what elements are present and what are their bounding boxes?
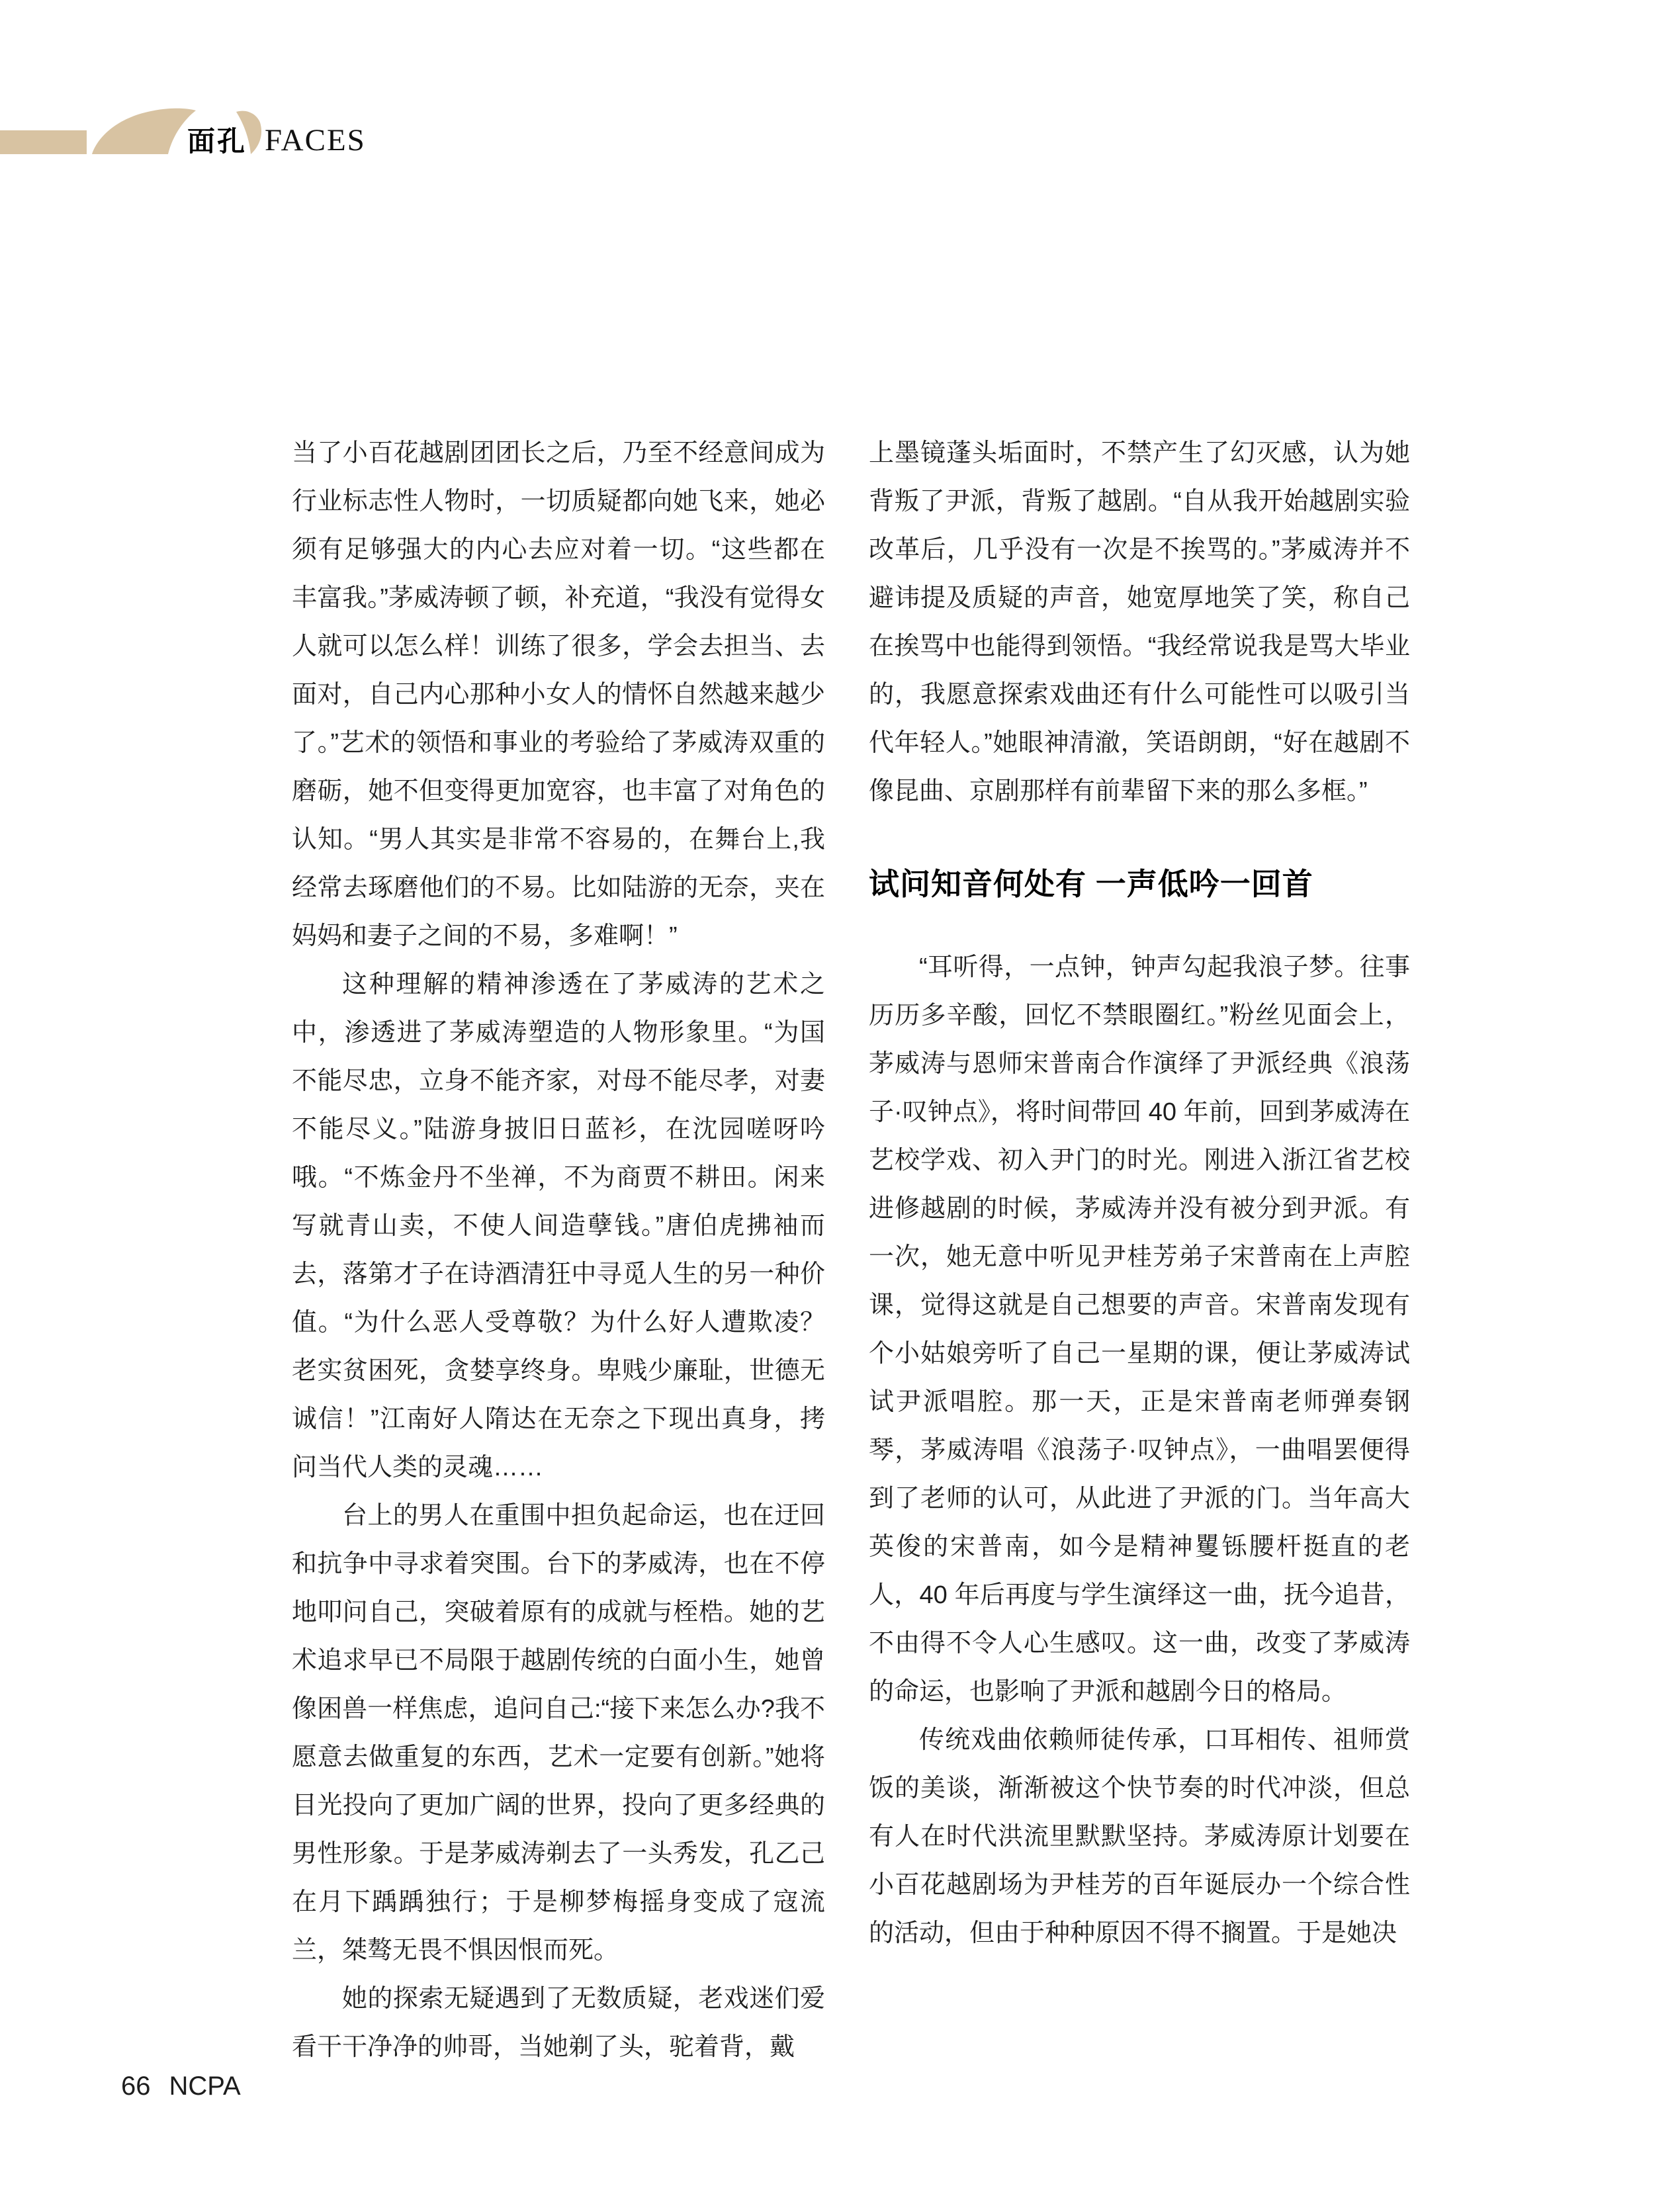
section-heading: 试问知音何处有 一声低吟一回首 bbox=[869, 867, 1313, 901]
magazine-name: NCPA bbox=[169, 2072, 241, 2101]
body-paragraph: 这种理解的精神渗透在了茅威涛的艺术之中，渗透进了茅威涛塑造的人物形象里。“为国不能尽忠，立身不能齐家，对母不能尽孝，对妻不能尽义。”陆游身披旧日蓝衫，在沈园嗟呀吟哦。“不炼金丹不坐禅，不为商贾不耕田。闲来写就青山卖，不使人间造孽钱。”唐伯虎拂袖而去，落第才子在诗酒清狂中寻觅人生的另一种价值。“为什么恶人受尊敬？为什么好人遭欺凌？老实贫困死，贪婪享终身。卑贱少廉耻，世德无诚信！”江南好人隋达在无奈之下现出真身，拷问当代人类的灵魂…… bbox=[292, 971, 825, 1481]
left-column bbox=[292, 429, 825, 2072]
section-title-english: FACES bbox=[265, 123, 366, 157]
header-leaf-swoosh-icon bbox=[92, 109, 196, 154]
body-paragraph: 当了小百花越剧团团长之后，乃至不经意间成为行业标志性人物时，一切质疑都向她飞来，她必须有足够强大的内心去应对着一切。“这些都在丰富我。”茅威涛顿了顿，补充道，“我没有觉得女人就可以怎么样！训练了很多，学会去担当、去面对，自己内心那种小女人的情怀自然越来越少了。”艺术的领悟和事业的考验给了茅威涛双重的磨砺，她不但变得更加宽容，也丰富了对角色的认知。“男人其实是非常不容易的，在舞台上,我经常去琢磨他们的不易。比如陆游的无奈，夹在妈妈和妻子之间的不易，多难啊！” bbox=[292, 439, 825, 950]
body-paragraph: 台上的男人在重围中担负起命运，也在迂回和抗争中寻求着突围。台下的茅威涛，也在不停地叩问自己，突破着原有的成就与桎梏。她的艺术追求早已不局限于越剧传统的白面小生，她曾像困兽一样焦虑，追问自己:“接下来怎么办?我不愿意去做重复的东西，艺术一定要有创新。”她将目光投向了更加广阔的世界，投向了更多经典的男性形象。于是茅威涛剃去了一头秀发，孔乙己在月下踽踽独行；于是柳梦梅摇身变成了寇流兰，桀骜无畏不惧因恨而死。 bbox=[292, 1502, 825, 1964]
section-title-chinese: 面孔 bbox=[187, 126, 247, 157]
right-column bbox=[869, 429, 1410, 1958]
page-number: 66 bbox=[121, 2072, 151, 2101]
page-footer bbox=[121, 2071, 241, 2101]
body-paragraph: 上墨镜蓬头垢面时，不禁产生了幻灭感，认为她背叛了尹派，背叛了越剧。“自从我开始越剧实验改革后，几乎没有一次是不挨骂的。”茅威涛并不避讳提及质疑的声音，她宽厚地笑了笑，称自己在挨骂中也能得到领悟。“我经常说我是骂大毕业的，我愿意探索戏曲还有什么可能性可以吸引当代年轻人。”她眼神清澈，笑语朗朗，“好在越剧不像昆曲、京剧那样有前辈留下来的那么多框。” bbox=[869, 439, 1410, 805]
body-paragraph: “耳听得，一点钟，钟声勾起我浪子梦。往事历历多辛酸，回忆不禁眼圈红。”粉丝见面会上，茅威涛与恩师宋普南合作演绎了尹派经典《浪荡子·叹钟点》，将时间带回 40 年前，回到茅威涛在艺校学戏、初入尹门的时光。刚进入浙江省艺校进修越剧的时候，茅威涛并没有被分到尹派。有一次，她无意中听见尹桂芳弟子宋普南在上声腔课，觉得这就是自己想要的声音。宋普南发现有个小姑娘旁听了自己一星期的课，便让茅威涛试试尹派唱腔。那一天，正是宋普南老师弹奏钢琴，茅威涛唱《浪荡子·叹钟点》，一曲唱罢便得到了老师的认可，从此进了尹派的门。当年高大英俊的宋普南，如今是精神矍铄腰杆挺直的老人，40 年后再度与学生演绎这一曲，抚今追昔，不由得不令人心生感叹。这一曲，改变了茅威涛的命运，也影响了尹派和越剧今日的格局。 bbox=[869, 953, 1410, 1706]
header-bar bbox=[0, 130, 87, 154]
body-paragraph: 她的探索无疑遇到了无数质疑，老戏迷们爱看干干净净的帅哥，当她剃了头，驼着背，戴 bbox=[292, 1985, 825, 2061]
body-paragraph: 传统戏曲依赖师徒传承，口耳相传、祖师赏饭的美谈，渐渐被这个快节奏的时代冲淡，但总有人在时代洪流里默默坚持。茅威涛原计划要在小百花越剧场为尹桂芳的百年诞辰办一个综合性的活动，但由于种种原因不得不搁置。于是她决 bbox=[869, 1726, 1410, 1947]
